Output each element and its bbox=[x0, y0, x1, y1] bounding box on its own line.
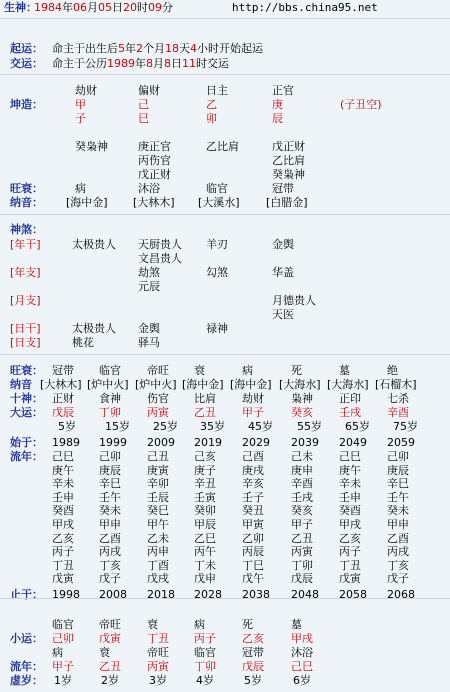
pillar-stem: 甲 bbox=[75, 98, 86, 111]
liunian-cell: 丁丑 bbox=[52, 558, 74, 572]
dayun-pillar: 甲子 bbox=[242, 406, 264, 419]
liunian-cell: 癸未 bbox=[387, 504, 409, 518]
xiaoyun-pillar: 己卯 bbox=[52, 632, 74, 645]
pillar-stem: 己 bbox=[138, 98, 149, 111]
dayun-wangshuai: 衰 bbox=[194, 364, 205, 377]
shensha-item: 天医 bbox=[272, 308, 294, 321]
shensha-item: 金舆 bbox=[272, 238, 294, 251]
liunian-cell: 戊寅 bbox=[339, 572, 361, 586]
hidden-stem: 乙比肩 bbox=[206, 140, 239, 153]
liunian-cell: 戊子 bbox=[387, 572, 409, 586]
liunian-cell: 庚午 bbox=[339, 463, 361, 477]
dayun-end-year: 2028 bbox=[194, 588, 222, 601]
liunian-cell: 丙寅 bbox=[291, 545, 313, 559]
liunian-cell: 戊寅 bbox=[52, 572, 74, 586]
liunian-cell: 丙子 bbox=[339, 545, 361, 559]
dayun-shishen: 正财 bbox=[52, 392, 74, 405]
liunian-cell: 壬寅 bbox=[194, 490, 216, 504]
liunian-cell: 己卯 bbox=[99, 450, 121, 463]
shensha-item: 金舆 bbox=[138, 322, 160, 335]
xiaoyun-top: 墓 bbox=[291, 618, 302, 631]
liunian-cell: 甲申 bbox=[99, 518, 121, 531]
xiaoyun-label: 小运： bbox=[10, 632, 43, 645]
qiyun-label: 起运： bbox=[10, 42, 43, 55]
dayun-start-year: 2019 bbox=[194, 436, 222, 449]
xiaoyun-pillar: 丙子 bbox=[194, 632, 216, 645]
shensha-row-label: [年支] bbox=[10, 266, 41, 279]
hidden-stem: 癸枭神 bbox=[272, 168, 305, 181]
liunian-cell: 庚辰 bbox=[99, 463, 121, 477]
dayun-shishen: 七杀 bbox=[387, 392, 409, 405]
liunian-cell: 乙酉 bbox=[99, 531, 121, 545]
xiaoyun-top: 衰 bbox=[147, 618, 158, 631]
hidden-stem: 庚正官 bbox=[138, 140, 171, 153]
xiaoyun-top: 临官 bbox=[52, 618, 74, 631]
dayun-end-year: 2008 bbox=[99, 588, 127, 601]
dayun-end-year: 2048 bbox=[291, 588, 319, 601]
liunian-cell: 甲寅 bbox=[242, 518, 264, 531]
jiaoyun-text: 命主于公历1989年8月8日11时交运 bbox=[52, 57, 229, 70]
liunian-cell: 庚寅 bbox=[147, 463, 169, 477]
liunian-cell: 癸巳 bbox=[147, 504, 169, 518]
liunian-cell: 辛巳 bbox=[99, 477, 121, 491]
xusui-label: 虚岁： bbox=[10, 674, 43, 687]
xiaoyun-pillar: 甲戌 bbox=[291, 632, 313, 645]
liunian-cell: 丁巳 bbox=[242, 558, 264, 572]
jiaoyun-label: 交运： bbox=[10, 57, 43, 70]
kongwang: (子丑空) bbox=[340, 98, 382, 111]
dayun-start-year: 2009 bbox=[147, 436, 175, 449]
xusui-value: 4岁 bbox=[196, 674, 214, 687]
liunian-cell: 癸卯 bbox=[194, 504, 216, 518]
wangshuai-value: 冠带 bbox=[272, 182, 294, 195]
dayun-shishen: 比肩 bbox=[194, 392, 216, 405]
liunian-cell: 丙申 bbox=[147, 545, 169, 559]
xiaoyun-mid: 衰 bbox=[99, 646, 110, 659]
liunian-cell: 乙亥 bbox=[339, 531, 361, 545]
dayun-age: 65岁 bbox=[345, 420, 370, 433]
nayin-value: [海中金] bbox=[66, 196, 108, 209]
liunian-cell: 己酉 bbox=[242, 450, 264, 463]
xiaoyun-top: 帝旺 bbox=[99, 618, 121, 631]
xiaoyun-liunian: 丁卯 bbox=[194, 660, 216, 673]
dayun-shishen: 伤官 bbox=[147, 392, 169, 405]
dayun-nayin: [海中金] bbox=[230, 378, 272, 391]
xusui-value: 2岁 bbox=[101, 674, 119, 687]
dayun-shishen: 枭神 bbox=[291, 392, 313, 405]
dayun-nayin: [炉中火] bbox=[135, 378, 177, 391]
dayun-age: 25岁 bbox=[153, 420, 178, 433]
wangshuai-label: 旺衰： bbox=[10, 182, 43, 195]
liunian-cell: 甲辰 bbox=[194, 518, 216, 531]
liunian-cell: 辛巳 bbox=[387, 477, 409, 491]
shensha-item: 桃花 bbox=[72, 336, 94, 349]
xiaoyun-mid: 帝旺 bbox=[147, 646, 169, 659]
nayin-value: [大林木] bbox=[133, 196, 175, 209]
dayun-wangshuai: 病 bbox=[242, 364, 253, 377]
shensha-row-label: [日支] bbox=[10, 336, 41, 349]
dayun-wangshuai: 帝旺 bbox=[147, 364, 169, 377]
shensha-item: 月德贵人 bbox=[272, 294, 316, 307]
dayun-age: 75岁 bbox=[393, 420, 418, 433]
nayin-label: 纳音： bbox=[10, 196, 43, 209]
end-label: 止于： bbox=[10, 588, 43, 601]
liunian-cell: 庚辰 bbox=[387, 463, 409, 477]
xiaoyun-pillar: 乙亥 bbox=[242, 632, 264, 645]
dayun-nayin: [海中金] bbox=[182, 378, 224, 391]
xusui-value: 6岁 bbox=[293, 674, 311, 687]
dayun-shishen: 正印 bbox=[339, 392, 361, 405]
liunian-cell: 辛酉 bbox=[291, 477, 313, 491]
shensha-item: 勾煞 bbox=[206, 266, 228, 279]
dayun-age: 55岁 bbox=[297, 420, 322, 433]
liunian-cell: 戊辰 bbox=[291, 572, 313, 586]
dayun-end-year: 1998 bbox=[52, 588, 80, 601]
dayun-start-year: 1989 bbox=[52, 436, 80, 449]
dayun-pillar: 丙寅 bbox=[147, 406, 169, 419]
liunian-cell: 丁未 bbox=[194, 558, 216, 572]
xiaoyun-liunian: 甲子 bbox=[52, 660, 74, 673]
shensha-item: 文昌贵人 bbox=[138, 252, 182, 265]
pillar-god: 劫财 bbox=[75, 84, 97, 97]
pillar-god: 偏财 bbox=[138, 84, 160, 97]
xiaoyun-liunian: 丙寅 bbox=[147, 660, 169, 673]
liunian-cell: 乙卯 bbox=[242, 531, 264, 545]
liunian-cell: 癸未 bbox=[99, 504, 121, 518]
start-label: 始于： bbox=[10, 436, 43, 449]
qiyun-text: 命主于出生后5年2个月18天4小时开始起运 bbox=[52, 42, 263, 55]
wangshuai-value: 沐浴 bbox=[138, 182, 160, 195]
pillar-stem: 乙 bbox=[206, 98, 217, 111]
liunian-cell: 壬午 bbox=[387, 490, 409, 504]
liunian-cell: 甲戌 bbox=[52, 518, 74, 531]
nayin-value: [白腊金] bbox=[266, 196, 308, 209]
pillar-branch: 辰 bbox=[272, 112, 283, 125]
shensha-row-label: [年干] bbox=[10, 238, 41, 251]
liunian-cell: 庚申 bbox=[291, 463, 313, 477]
dayun-wangshuai: 绝 bbox=[387, 364, 398, 377]
liunian-cell: 癸亥 bbox=[291, 504, 313, 518]
kunzao-label: 坤造： bbox=[10, 98, 43, 111]
dayun-age: 45岁 bbox=[248, 420, 273, 433]
dayun-wangshuai: 临官 bbox=[99, 364, 121, 377]
shensha-item: 天厨贵人 bbox=[138, 238, 182, 251]
shensha-row-label: [月支] bbox=[10, 294, 41, 307]
liunian-cell: 壬子 bbox=[242, 490, 264, 504]
pillar-god: 日主 bbox=[206, 84, 228, 97]
pillar-god: 正官 bbox=[272, 84, 294, 97]
dayun-nayin: [大林木] bbox=[40, 378, 82, 391]
liunian-cell: 戊戌 bbox=[147, 572, 169, 586]
dayun-end-year: 2068 bbox=[387, 588, 415, 601]
dayun-age: 15岁 bbox=[105, 420, 130, 433]
xiaoyun-pillar: 丁丑 bbox=[147, 632, 169, 645]
dayun-nayin: [大海水] bbox=[279, 378, 321, 391]
hidden-stem: 戊正财 bbox=[272, 140, 305, 153]
xiaoyun-liunian: 乙丑 bbox=[99, 660, 121, 673]
shensha-item: 元辰 bbox=[138, 280, 160, 293]
liunian-cell: 庚戌 bbox=[242, 463, 264, 477]
dayun-pillar: 壬戌 bbox=[339, 406, 361, 419]
liunian-cell: 辛未 bbox=[52, 477, 74, 491]
xiaoyun-top: 死 bbox=[242, 618, 253, 631]
site-link[interactable]: http://bbs.china95.net bbox=[232, 1, 378, 14]
liunian-cell: 丙午 bbox=[194, 545, 216, 559]
dayun-end-year: 2058 bbox=[339, 588, 367, 601]
dayun-start-year: 2039 bbox=[291, 436, 319, 449]
liunian-cell: 己卯 bbox=[387, 450, 409, 463]
shensha-item: 劫煞 bbox=[138, 266, 160, 279]
dayun-nayin: [炉中火] bbox=[87, 378, 129, 391]
liunian-cell: 丁酉 bbox=[147, 558, 169, 572]
shensha-item: 华盖 bbox=[272, 266, 294, 279]
pillar-branch: 巳 bbox=[138, 112, 149, 125]
liunian-cell: 甲戌 bbox=[339, 518, 361, 531]
xiaoyun-pillar: 戊寅 bbox=[99, 632, 121, 645]
nayin-label: 纳音 bbox=[10, 378, 32, 391]
shensha-item: 驿马 bbox=[138, 336, 160, 349]
nayin-value: [大溪水] bbox=[198, 196, 240, 209]
xiaoyun-top: 病 bbox=[194, 618, 205, 631]
dayun-end-year: 2018 bbox=[147, 588, 175, 601]
dayun-end-year: 2038 bbox=[242, 588, 270, 601]
dayun-age: 5岁 bbox=[58, 420, 76, 433]
wangshuai-label: 旺衰： bbox=[10, 364, 43, 377]
liunian-cell: 戊申 bbox=[194, 572, 216, 586]
dayun-label: 大运： bbox=[10, 406, 43, 419]
liunian-cell: 乙巳 bbox=[194, 531, 216, 545]
liunian-cell: 癸丑 bbox=[242, 504, 264, 518]
liunian-cell: 壬申 bbox=[52, 490, 74, 504]
birth-datetime: 1984年06月05日20时09分 bbox=[34, 1, 173, 14]
liunian-cell: 己未 bbox=[291, 450, 313, 463]
shensha-item: 禄神 bbox=[206, 322, 228, 335]
xiaoyun-liunian: 己巳 bbox=[291, 660, 313, 673]
liunian-cell: 乙丑 bbox=[291, 531, 313, 545]
liunian-cell: 乙亥 bbox=[52, 531, 74, 545]
liunian-cell: 甲子 bbox=[291, 518, 313, 531]
liunian-cell: 丙戌 bbox=[387, 545, 409, 559]
xiaoyun-mid: 冠带 bbox=[242, 646, 264, 659]
dayun-pillar: 丁卯 bbox=[99, 406, 121, 419]
liunian-cell: 甲申 bbox=[387, 518, 409, 531]
dayun-pillar: 癸亥 bbox=[291, 406, 313, 419]
liunian-cell: 庚子 bbox=[194, 463, 216, 477]
liunian-cell: 辛卯 bbox=[147, 477, 169, 491]
hidden-stem: 癸枭神 bbox=[75, 140, 108, 153]
liunian-cell: 壬申 bbox=[339, 490, 361, 504]
liunian-cell: 丙戌 bbox=[99, 545, 121, 559]
liunian-cell: 丁丑 bbox=[339, 558, 361, 572]
liunian-cell: 壬戌 bbox=[291, 490, 313, 504]
xusui-value: 3岁 bbox=[149, 674, 167, 687]
liunian-cell: 辛丑 bbox=[194, 477, 216, 491]
dayun-pillar: 乙丑 bbox=[194, 406, 216, 419]
liunian-cell: 戊子 bbox=[99, 572, 121, 586]
dayun-wangshuai: 死 bbox=[291, 364, 302, 377]
wangshuai-value: 临官 bbox=[206, 182, 228, 195]
shensha-item: 太极贵人 bbox=[72, 322, 116, 335]
liunian-cell: 壬辰 bbox=[147, 490, 169, 504]
hidden-stem: 戊正财 bbox=[138, 168, 171, 181]
shensha-title: 神煞： bbox=[10, 223, 43, 236]
liunian-cell: 丙子 bbox=[52, 545, 74, 559]
hidden-stem: 乙比肩 bbox=[272, 154, 305, 167]
dayun-start-year: 2049 bbox=[339, 436, 367, 449]
dayun-wangshuai: 墓 bbox=[339, 364, 350, 377]
dayun-pillar: 辛酉 bbox=[387, 406, 409, 419]
liunian-cell: 丁亥 bbox=[387, 558, 409, 572]
shishen-label: 十神： bbox=[10, 392, 43, 405]
shensha-row-label: [日干] bbox=[10, 322, 41, 335]
pillar-stem: 庚 bbox=[272, 98, 283, 111]
birth-label: 生神： bbox=[4, 1, 37, 14]
shensha-item: 羊刃 bbox=[206, 238, 228, 251]
liunian-cell: 癸酉 bbox=[52, 504, 74, 518]
liunian-cell: 辛亥 bbox=[242, 477, 264, 491]
dayun-nayin: [大海水] bbox=[327, 378, 369, 391]
xusui-value: 5岁 bbox=[244, 674, 262, 687]
liunian-cell: 壬午 bbox=[99, 490, 121, 504]
liunian-cell: 丁亥 bbox=[99, 558, 121, 572]
liunian-cell: 乙酉 bbox=[387, 531, 409, 545]
liunian-cell: 丁卯 bbox=[291, 558, 313, 572]
dayun-start-year: 1999 bbox=[99, 436, 127, 449]
dayun-age: 35岁 bbox=[200, 420, 225, 433]
xusui-value: 1岁 bbox=[54, 674, 72, 687]
xiaoyun-mid: 沐浴 bbox=[291, 646, 313, 659]
liunian-label: 流年： bbox=[10, 450, 43, 463]
liunian-cell: 辛未 bbox=[339, 477, 361, 491]
dayun-start-year: 2059 bbox=[387, 436, 415, 449]
liunian-cell: 甲午 bbox=[147, 518, 169, 531]
dayun-pillar: 戊辰 bbox=[52, 406, 74, 419]
pillar-branch: 子 bbox=[75, 112, 86, 125]
xiaoyun-mid: 临官 bbox=[194, 646, 216, 659]
dayun-shishen: 劫财 bbox=[242, 392, 264, 405]
dayun-nayin: [石榴木] bbox=[375, 378, 417, 391]
liunian-cell: 己丑 bbox=[147, 450, 169, 463]
liunian-cell: 乙未 bbox=[147, 531, 169, 545]
liunian-cell: 戊午 bbox=[242, 572, 264, 586]
liunian-cell: 庚午 bbox=[52, 463, 74, 477]
hidden-stem: 丙伤官 bbox=[138, 154, 171, 167]
dayun-start-year: 2029 bbox=[242, 436, 270, 449]
liunian-cell: 己亥 bbox=[194, 450, 216, 463]
pillar-branch: 卯 bbox=[206, 112, 217, 125]
liunian-cell: 癸酉 bbox=[339, 504, 361, 518]
xiaoyun-liunian-label: 流年： bbox=[10, 660, 43, 673]
dayun-wangshuai: 冠带 bbox=[52, 364, 74, 377]
wangshuai-value: 病 bbox=[75, 182, 86, 195]
liunian-cell: 己巳 bbox=[52, 450, 74, 463]
shensha-item: 太极贵人 bbox=[72, 238, 116, 251]
xiaoyun-mid: 病 bbox=[52, 646, 63, 659]
xiaoyun-liunian: 戊辰 bbox=[242, 660, 264, 673]
liunian-cell: 己巳 bbox=[339, 450, 361, 463]
dayun-shishen: 食神 bbox=[99, 392, 121, 405]
liunian-cell: 丙辰 bbox=[242, 545, 264, 559]
